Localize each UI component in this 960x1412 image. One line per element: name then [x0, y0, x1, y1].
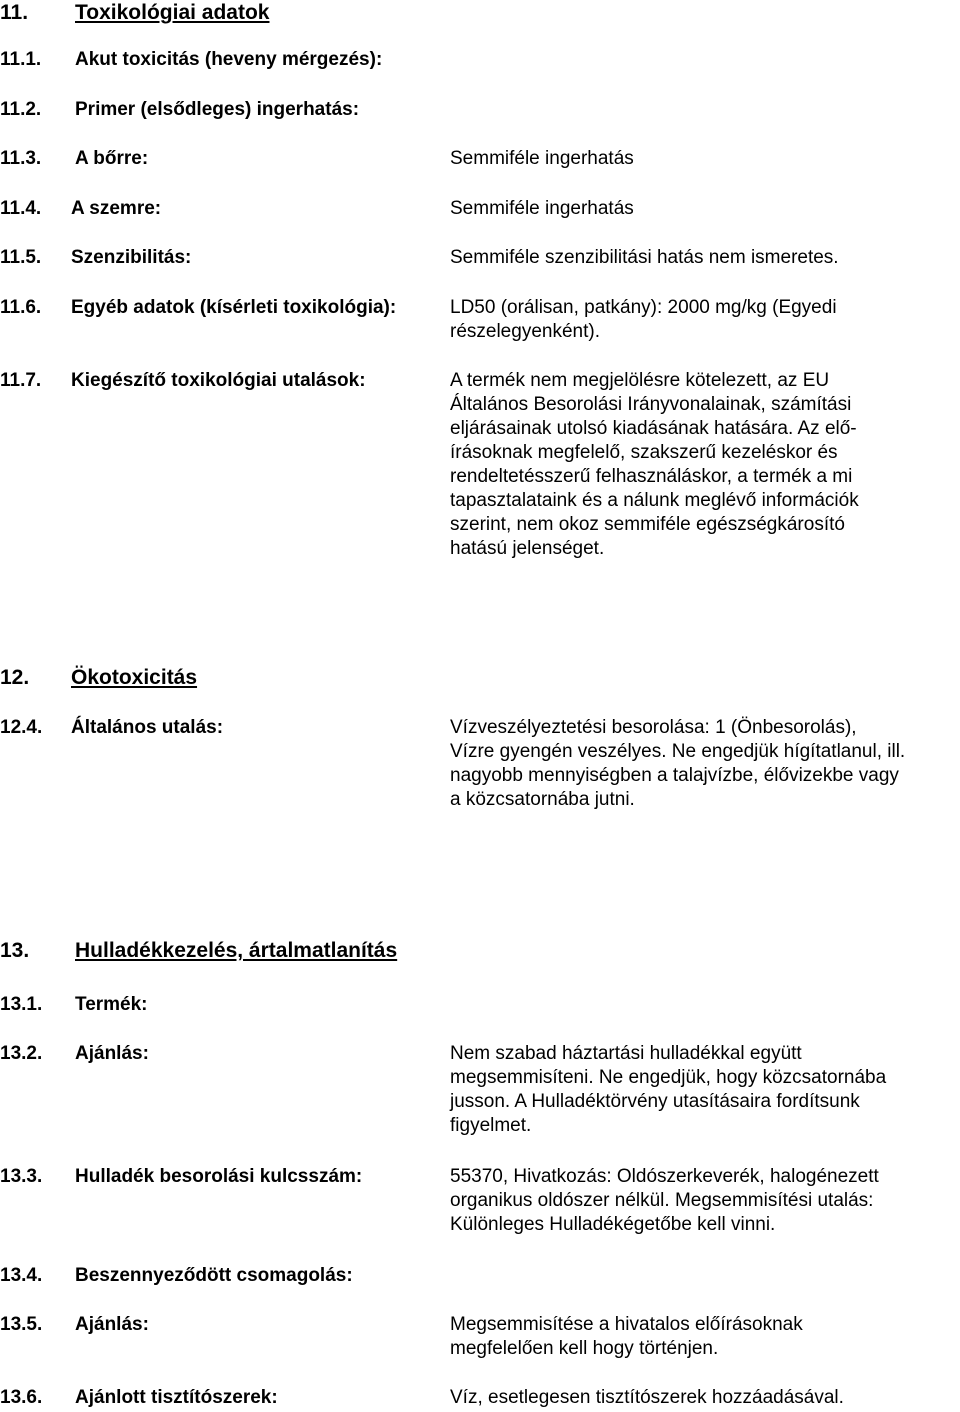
- item-label: Ajánlás:: [75, 1043, 149, 1064]
- section-title: Hulladékkezelés, ártalmatlanítás: [75, 939, 398, 962]
- item-label: A bőrre:: [75, 148, 149, 169]
- item-number: 13.5.: [0, 1314, 43, 1335]
- item-label: Szenzibilitás:: [71, 247, 192, 268]
- item-label: A szemre:: [71, 198, 162, 219]
- section-number: 13.: [0, 939, 30, 962]
- item-value: LD50 (orálisan, patkány): 2000 mg/kg (Egyedi részelegyenként).: [450, 297, 837, 342]
- item-label: Termék:: [75, 994, 148, 1015]
- item-number: 11.7.: [0, 370, 42, 391]
- item-number: 13.3.: [0, 1166, 43, 1187]
- item-label: Ajánlás:: [75, 1314, 149, 1335]
- section-title: Ökotoxicitás: [71, 666, 198, 689]
- item-number: 11.4.: [0, 198, 42, 219]
- item-value: 55370, Hivatkozás: Oldószerkeverék, halogénezett organikus oldószer nélkül. Megsemmisítési utalás: Különleges Hulladékégetőbe kell vinni.: [450, 1166, 879, 1235]
- item-value: Víz, esetlegesen tisztítószerek hozzáadásával.: [450, 1387, 844, 1408]
- section-title: Toxikológiai adatok: [75, 1, 270, 24]
- item-label: Egyéb adatok (kísérleti toxikológia):: [71, 297, 397, 318]
- item-value: Semmiféle szenzibilitási hatás nem ismeretes.: [450, 247, 839, 268]
- item-value: Semmiféle ingerhatás: [450, 198, 634, 219]
- section-number: 11.: [0, 1, 29, 24]
- item-value: Semmiféle ingerhatás: [450, 148, 634, 169]
- item-label: Ajánlott tisztítószerek:: [75, 1387, 278, 1408]
- item-number: 11.1.: [0, 49, 42, 70]
- item-label: Hulladék besorolási kulcsszám:: [75, 1166, 363, 1187]
- item-number: 11.3.: [0, 148, 42, 169]
- item-number: 11.2.: [0, 99, 42, 120]
- item-number: 13.6.: [0, 1387, 43, 1408]
- item-label: Kiegészítő toxikológiai utalások:: [71, 370, 366, 391]
- item-number: 13.1.: [0, 994, 43, 1015]
- item-value: Nem szabad háztartási hulladékkal együtt megsemmisíteni. Ne engedjük, hogy közcsatornába jusson. A Hulladéktörvény utasításaira fordítsunk figyelmet.: [450, 1043, 887, 1136]
- item-label: Beszennyeződött csomagolás:: [75, 1265, 353, 1286]
- item-number: 13.4.: [0, 1265, 43, 1286]
- item-number: 13.2.: [0, 1043, 43, 1064]
- item-label: Primer (elsődleges) ingerhatás:: [75, 99, 360, 120]
- item-number: 11.6.: [0, 297, 42, 318]
- item-value: Megsemmisítése a hivatalos előírásoknak megfelelően kell hogy történjen.: [450, 1314, 803, 1359]
- item-number: 12.4.: [0, 717, 43, 738]
- item-value: A termék nem megjelölésre kötelezett, az EU Általános Besorolási Irányvonalainak, számítási eljárásainak utolsó kiadásának hatására. Az elő- írásoknak megfelelő, szakszerű kezeléskor és rendeltetésszerű felhasználáskor, a termék a mi tapasztalataink és a nálunk meglévő információk szerint, nem okoz semmiféle egészségkárosító hatású jelenséget.: [450, 370, 859, 559]
- item-label: Akut toxicitás (heveny mérgezés):: [75, 49, 383, 70]
- item-value: Vízveszélyeztetési besorolása: 1 (Önbesorolás), Vízre gyengén veszélyes. Ne engedjük hígítatlanul, ill. nagyobb mennyiségben a talajvízbe, élővizekbe vagy a közcsatornába jutni.: [450, 717, 906, 810]
- item-number: 11.5.: [0, 247, 42, 268]
- item-label: Általános utalás:: [71, 717, 224, 738]
- section-number: 12.: [0, 666, 30, 689]
